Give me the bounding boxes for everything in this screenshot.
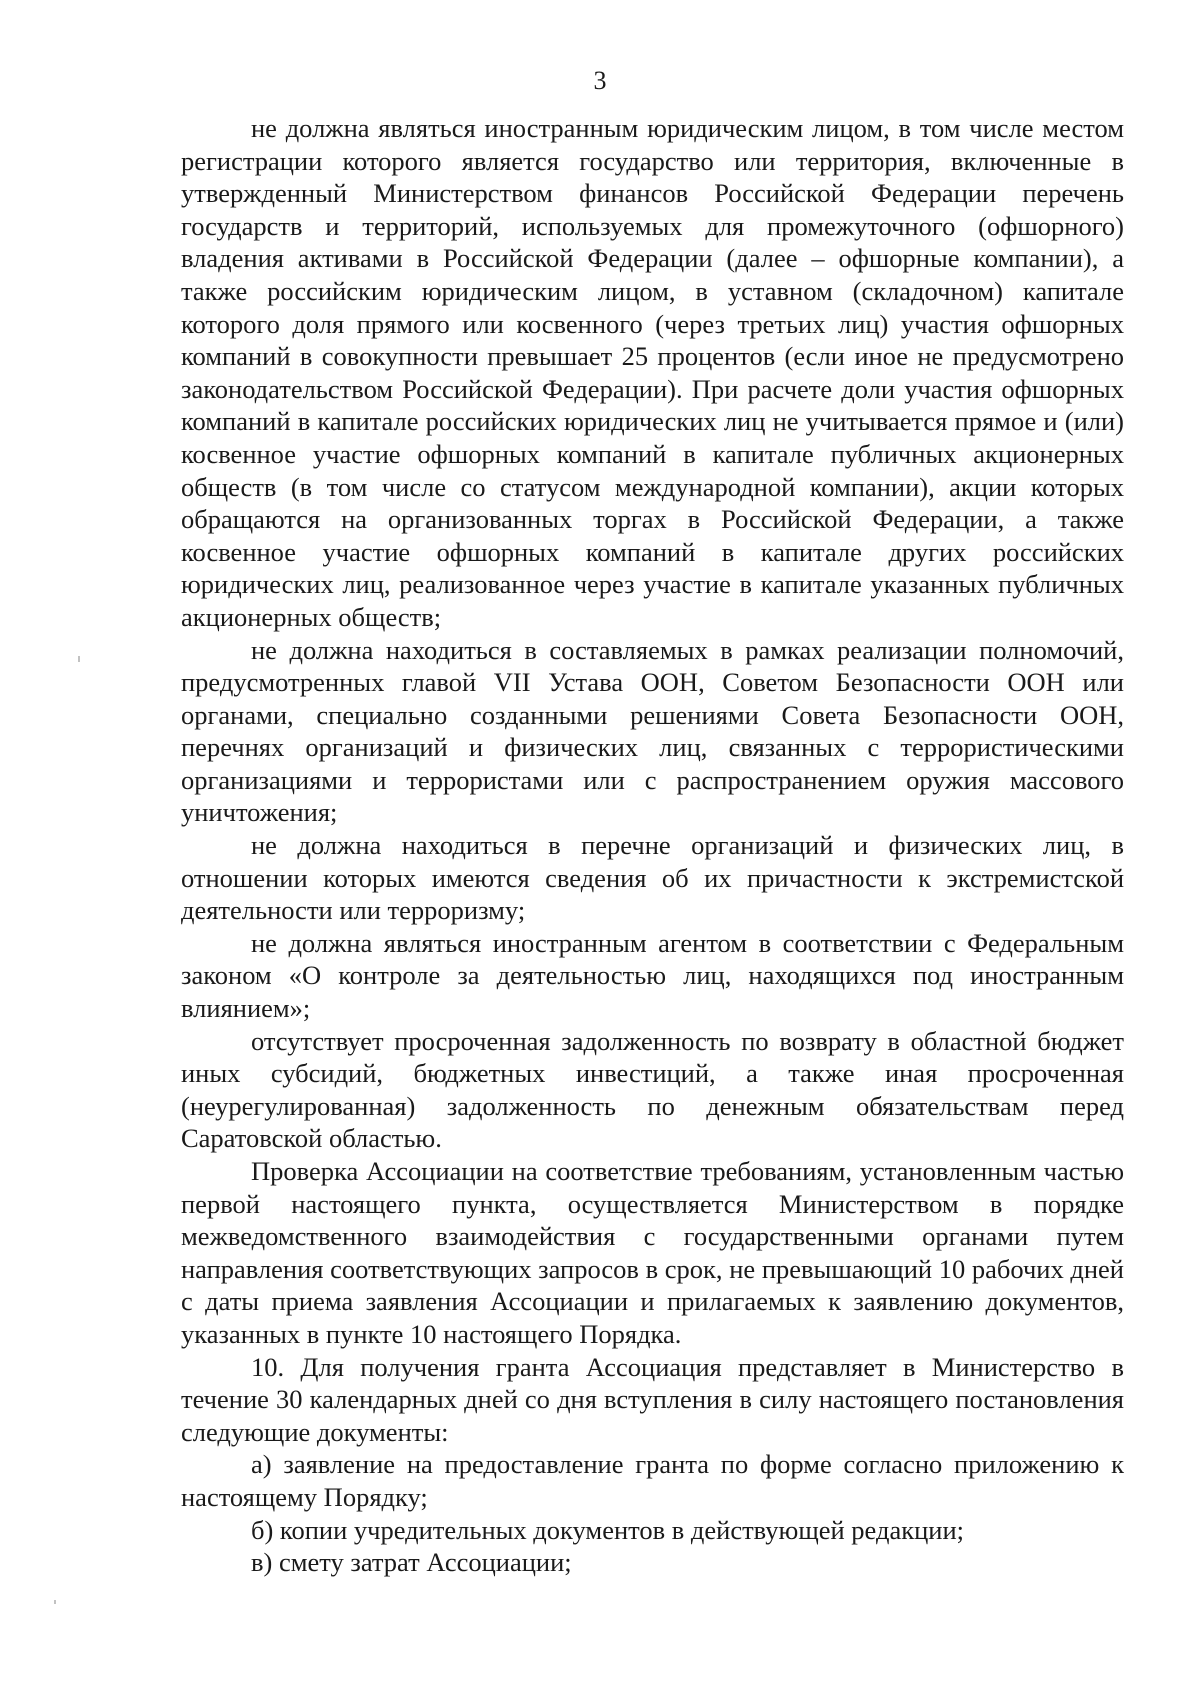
paragraph-verification-procedure: Проверка Ассоциации на соответствие требованиям, установленным частью первой настоящего пункта, осуществляется Министерством в порядке межведомственного взаимодействия с государственными органами путем направления соответствующих запросов в срок, не превышающий 10 рабочих дней с даты приема заявления Ассоциации и прилагаемых к заявлению документов, указанных в пункте 10 настоящего Порядка. (181, 1156, 1124, 1349)
paragraph-item-b: б) копии учредительных документов в действующей редакции; (251, 1514, 964, 1545)
paragraph-debt-requirement: отсутствует просроченная задолженность по возврату в областной бюджет иных субсидий, бюджетных инвестиций, а также иная просроченная (неурегулированная) задолженность по денежным обязательствам перед Саратовской областью. (181, 1025, 1124, 1154)
paragraph-item-a: а) заявление на предоставление гранта по форме согласно приложению к настоящему Порядку; (181, 1449, 1124, 1512)
scan-artifact (54, 1600, 56, 1604)
paragraph-un-sanctions-requirement: не должна находиться в составляемых в рамках реализации полномочий, предусмотренных главой VII Устава ООН, Советом Безопасности ООН или органами, специально созданными решениями Совета Безопасности ООН, перечнях организаций и физических лиц, связанных с террористическими организациями и террористами или с распространением оружия массового уничтожения; (181, 634, 1124, 828)
paragraph-item-10: 10. Для получения гранта Ассоциация представляет в Министерство в течение 30 календарных дней со дня вступления в силу настоящего постановления следующие документы: (181, 1351, 1124, 1447)
scan-artifact (78, 656, 80, 662)
paragraph-extremism-requirement: не должна находиться в перечне организаций и физических лиц, в отношении которых имеются сведения об их причастности к экстремистской деятельности или терроризму; (181, 830, 1124, 926)
paragraph-offshore-requirement: не должна являться иностранным юридическим лицом, в том числе местом регистрации которого является государство или территория, включенные в утвержденный Министерством финансов Российской Федерации перечень государств и территорий, используемых для промежуточного (офшорного) владения активами в Российской Федерации (далее – офшорные компании), а также российским юридическим лицом, в уставном (складочном) капитале которого доля прямого или косвенного (через третьих лиц) участия офшорных компаний в совокупности превышает 25 процентов (если иное не предусмотрено законодательством Российской Федерации). При расчете доли участия офшорных компаний в капитале российских юридических лиц не учитывается прямое и (или) косвенное участие офшорных компаний в капитале публичных акционерных обществ (в том числе со статусом международной компании), акции которых обращаются на организованных торгах в Российской Федерации, а также косвенное участие офшорных компаний в капитале других российских юридических лиц, реализованное через участие в капитале указанных публичных акционерных обществ; (181, 113, 1124, 632)
document-body (181, 112, 1124, 1579)
paragraph-item-v: в) смету затрат Ассоциации; (251, 1547, 572, 1578)
paragraph-foreign-agent-requirement: не должна являться иностранным агентом в соответствии с Федеральным законом «О контроле за деятельностью лиц, находящихся под иностранным влиянием»; (181, 927, 1124, 1024)
page-number: 3 (593, 66, 607, 95)
